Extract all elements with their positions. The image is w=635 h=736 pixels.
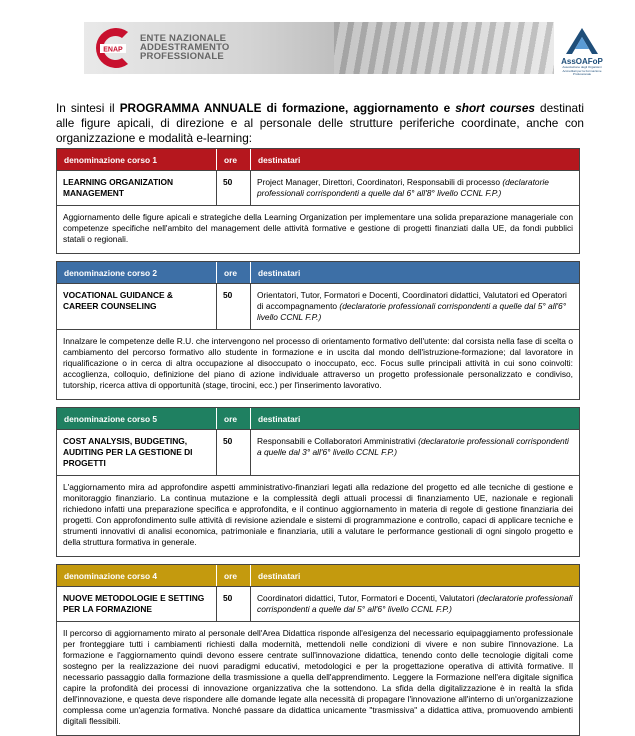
intro-post: destinati alle figure apicali, di direzione e al personale delle strutture periferiche coordinate, anche con organizzazione e modalità e-learning:	[56, 101, 584, 145]
course-row	[57, 283, 579, 329]
destinatari-text: Responsabili e Collaboratori Amministrativi	[257, 436, 419, 446]
course-block-2	[56, 261, 580, 400]
destinatari-note: (declaratorie professionali corrispondenti a quelle dal 3° all'6° livello CCNL F.P.)	[257, 436, 569, 457]
course-destinatari	[251, 171, 579, 205]
course-description: Aggiornamento delle figure apicali e strategiche della Learning Organization per implementare una solida preparazione manageriale con competenze specifiche nell'ambito del management delle attività formative e gestione di progetti finanziati dalla UE, da fondi pubblici statali o regionali.	[57, 205, 579, 253]
destinatari-note: (declaratorie professionali corrispondenti a quelle dal 5° all'6° livello CCNL F.P.)	[257, 301, 567, 322]
course-header	[57, 565, 579, 586]
course-name-header: denominazione corso 4	[57, 565, 217, 586]
ore-header: ore	[217, 262, 251, 283]
enap-name-line-3: PROFESSIONALE	[140, 51, 224, 62]
course-name: VOCATIONAL GUIDANCE & CAREER COUNSELING	[57, 284, 217, 329]
destinatari-note: (declaratorie professionali corrispondenti a quelle dal 5° all'6° livello CCNL F.P.)	[257, 593, 573, 614]
course-name: NUOVE METODOLOGIE E SETTING PER LA FORMAZIONE	[57, 587, 217, 621]
ore-header: ore	[217, 565, 251, 586]
enap-name-line-2: ADDESTRAMENTO	[140, 42, 230, 53]
course-hours: 50	[217, 171, 251, 205]
enap-name-line-1: ENTE NAZIONALE	[140, 33, 227, 44]
intro-bold-italic: short courses	[455, 101, 535, 115]
banner-relief-image	[334, 22, 554, 74]
destinatari-text: Coordinatori didattici, Tutor, Formatori e Docenti, Valutatori	[257, 593, 477, 603]
course-hours: 50	[217, 430, 251, 475]
course-hours: 50	[217, 284, 251, 329]
course-block-4	[56, 564, 580, 736]
assoafop-name: AssOAFoP	[561, 57, 603, 66]
assoafop-subtitle: Associazione degli Organismi Accreditati per la Formazione Professionale	[562, 65, 602, 76]
destinatari-text: Orientatori, Tutor, Formatori e Docenti, Coordinatori didattici, Valutatori ed Operatori di accompagnamento	[257, 290, 567, 311]
course-row	[57, 586, 579, 621]
assoafop-triangle-icon	[556, 26, 608, 56]
course-block-1	[56, 148, 580, 254]
destinatari-header: destinatari	[258, 267, 301, 278]
destinatari-note: (declaratorie professionali corrispondenti a quelle dal 6° all'8° livello CCNL F.P.)	[257, 177, 549, 198]
course-description: L'aggiornamento mira ad approfondire aspetti amministrativo-finanziari legati alla redazione del progetto ed alle tecniche di gestione e monitoraggio finanziario. La continua mutazione e la complessità degli attuali processi di finanziamento UE, nazionale e regionali richiedono infatti una preparazione specifica e approfondita, e il continuo aggiornamento in materia di regole di gestione finanziaria dei progetti. Con approfondimento sulle attività di revisione aziendale e sistemi di programmazione e controllo, capaci di applicare tecniche e strumenti innovativi di analisi economica, patrimoniale e finanziaria, utili a valutare le performance gestionali di ogni singolo progetto e della struttura formativa in generale.	[57, 475, 579, 556]
assoafop-logo	[556, 26, 608, 78]
destinatari-header: destinatari	[258, 154, 301, 165]
ore-header: ore	[217, 408, 251, 429]
course-name: LEARNING ORGANIZATION MANAGEMENT	[57, 171, 217, 205]
destinatari-text: Project Manager, Direttori, Coordinatori, Responsabili di processo	[257, 177, 503, 187]
course-destinatari	[251, 430, 579, 475]
intro-bold: PROGRAMMA ANNUALE di formazione, aggiornamento e	[119, 101, 456, 115]
course-name: COST ANALYSIS, BUDGETING, AUDITING PER LA GESTIONE DI PROGETTI	[57, 430, 217, 475]
enap-logo	[88, 26, 134, 70]
course-name-header: denominazione corso 2	[57, 262, 217, 283]
course-hours: 50	[217, 587, 251, 621]
course-header	[57, 262, 579, 283]
course-row	[57, 170, 579, 205]
destinatari-header: destinatari	[258, 413, 301, 424]
course-header	[57, 149, 579, 170]
enap-name	[140, 34, 230, 61]
course-header	[57, 408, 579, 429]
course-destinatari	[251, 284, 579, 329]
course-description: Innalzare le competenze delle R.U. che intervengono nel processo di orientamento formativo dell'utente: dal corsista nella fase di scelta o cambiamento del percorso formativo allo studente in formazione e in uscita dal mondo dell'istruzione-formazione; dal lavoratore in riqualificazione o in cerca di altra occupazione al disoccupato o inoccupato, ecc. Focus sulle principali attività in cui sono coinvolti: accoglienza, colloquio, definizione del piano di azione individuale attraverso un progetto professionale personalizzato e condiviso, tutorship, ricerca attiva di opportunità (stage, tirocini, ecc.) per l'inserimento lavorativo.	[57, 329, 579, 399]
course-destinatari	[251, 587, 579, 621]
course-name-header: denominazione corso 1	[57, 149, 217, 170]
destinatari-header: destinatari	[258, 570, 301, 581]
course-block-5	[56, 407, 580, 557]
course-description: Il percorso di aggiornamento mirato al personale dell'Area Didattica risponde all'esigenza del necessario equipaggiamento professionale per fronteggiare tutti i cambiamenti richiesti dalla modernità, mettendoli nelle condizioni di vivere e non subire l'innovazione. La formazione e l'aggiornamento quindi devono essere centrate sull'innovazione didattica, tenendo conto delle tecnologie digitali come sostegno per la realizzazione dei nuovi paradigmi educativi, metodologici e per la progettazione operativa di attività formative. Il necessario passaggio dalla formazione della trasmissione a quella dell'apprendimento. Leggere la Formazione nell'era digitale significa capire la profondità dei processi di innovazione organizzativa che la sottendono. La sfida della digitalizzazione è in realtà la sfida dell'innovazione, e questa deve rispondere alle domande legate alla necessità di propagare l'innovazione all'interno di un'organizzazione complessa come un'agenzia formativa. Nonché passare da didattica unicamente "trasmissiva" a didattica attiva, promuovendo ambienti digitali flessibili.	[57, 621, 579, 735]
course-row	[57, 429, 579, 475]
enap-logo-text: ENAP	[103, 46, 123, 54]
ore-header: ore	[217, 149, 251, 170]
header-banner	[84, 22, 554, 74]
intro-pre: In sintesi il	[56, 101, 120, 115]
course-name-header: denominazione corso 5	[57, 408, 217, 429]
intro-paragraph	[56, 101, 584, 146]
